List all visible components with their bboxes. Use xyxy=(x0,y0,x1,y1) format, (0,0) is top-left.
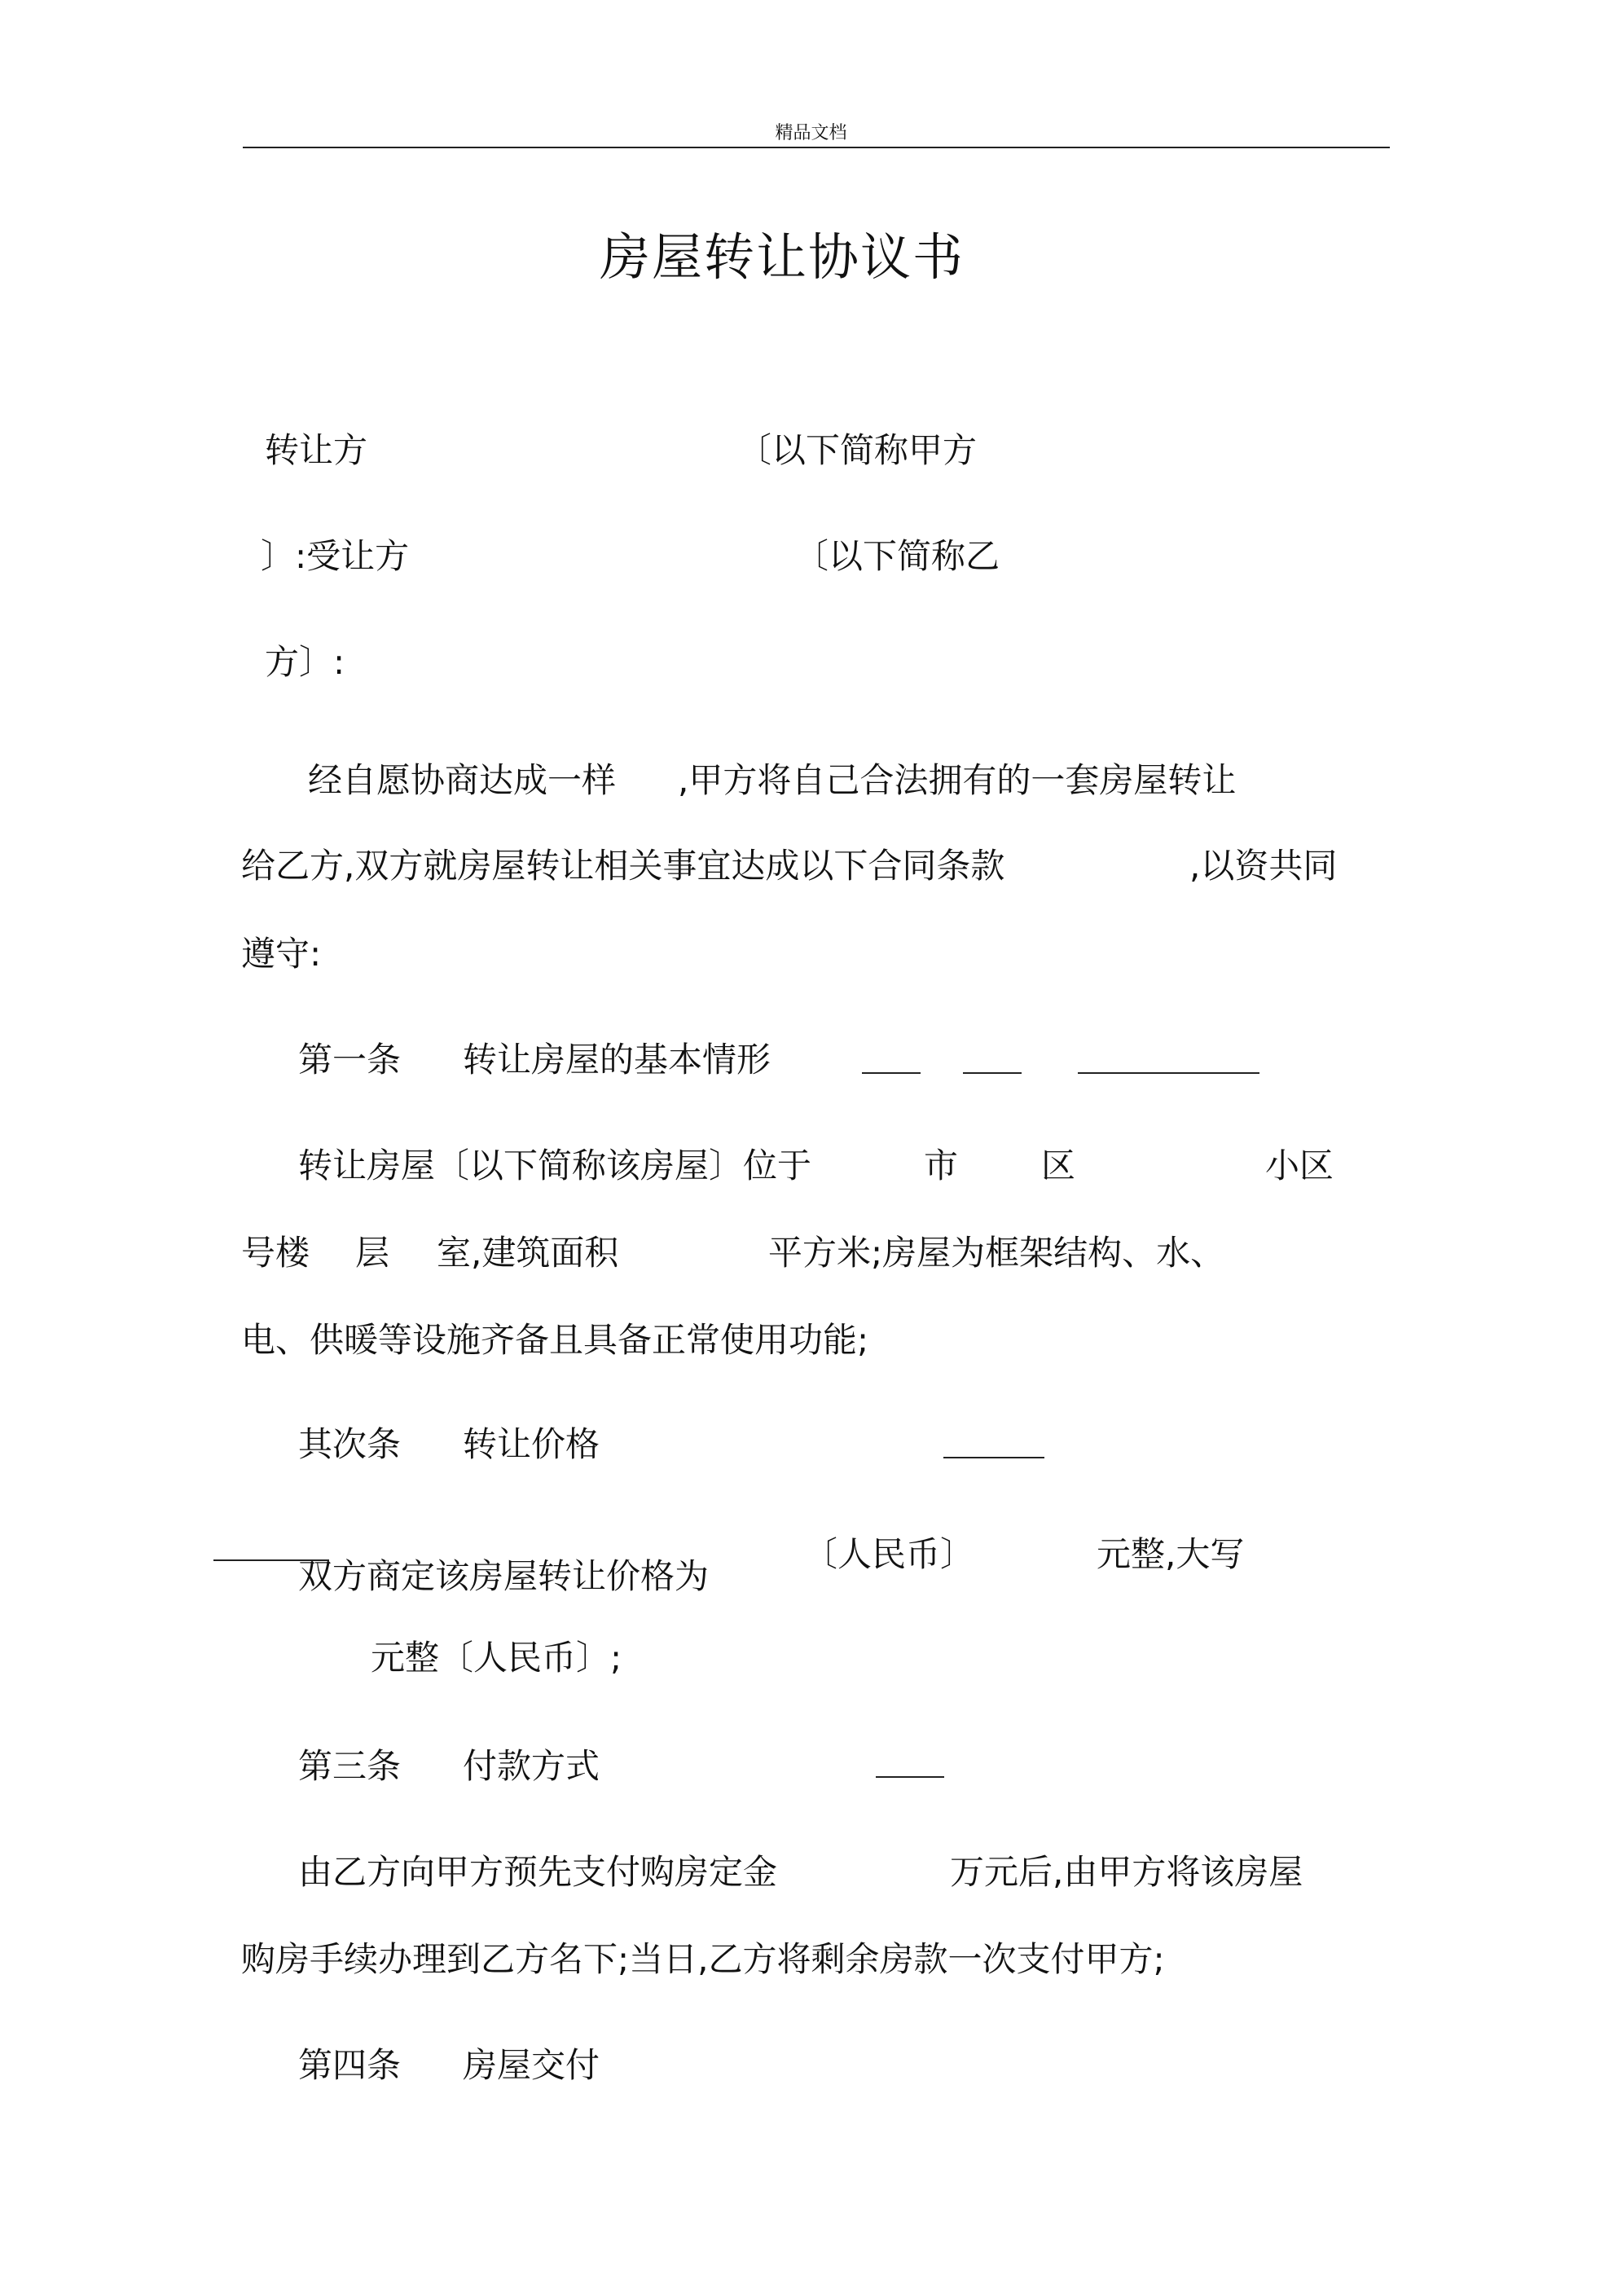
article3-number: 第三条 xyxy=(298,1746,402,1786)
transferee-label: 〕:受让方 xyxy=(261,536,410,576)
article1-number: 第一条 xyxy=(298,1040,402,1080)
article2-amount-caps: 元整,大写 xyxy=(1097,1534,1245,1574)
article2-currency: 〔人民币〕 xyxy=(803,1534,975,1574)
preamble-line1b: ,甲方将自己合法拥有的一套房屋转让 xyxy=(678,760,1237,800)
article1-building: 号楼 xyxy=(241,1233,310,1273)
article3-transfer-text: 万元后,由甲方将该房屋 xyxy=(950,1852,1303,1892)
blank-line xyxy=(963,1072,1022,1074)
article3-deposit-text: 由乙方向甲方预先支付购房定金 xyxy=(298,1852,778,1892)
article4-heading: 房屋交付 xyxy=(463,2045,600,2085)
transferor-label: 转让方 xyxy=(265,430,368,470)
article1-floor: 层 xyxy=(355,1233,390,1273)
article4-number: 第四条 xyxy=(298,2045,402,2085)
transferee-end: 方〕: xyxy=(265,642,345,682)
transferee-note: 〔以下简称乙 xyxy=(794,536,1000,576)
page-header: 精品文档 xyxy=(775,123,847,143)
document-title: 房屋转让协议书 xyxy=(599,227,965,287)
article2-price-text: 双方商定该房屋转让价格为 xyxy=(298,1556,710,1596)
article3-heading: 付款方式 xyxy=(463,1746,600,1786)
transferor-note: 〔以下简称甲方 xyxy=(737,430,978,470)
preamble-line3: 遵守: xyxy=(241,934,322,974)
article3-payment-text: 购房手续办理到乙方名下;当日,乙方将剩余房款一次支付甲方; xyxy=(241,1939,1165,1979)
article1-room: 室,建筑面积 xyxy=(437,1233,619,1273)
article1-location-text: 转让房屋〔以下简称该房屋〕位于 xyxy=(298,1146,812,1185)
article1-community: 小区 xyxy=(1265,1146,1334,1185)
blank-line xyxy=(876,1776,944,1778)
preamble-line2a: 给乙方,双方就房屋转让相关事宜达成以下合同条款 xyxy=(241,846,1005,886)
blank-line xyxy=(1078,1072,1259,1074)
article1-area: 平方米;房屋为框架结构、水、 xyxy=(768,1233,1225,1273)
article1-city: 市 xyxy=(924,1146,959,1185)
header-divider xyxy=(243,147,1390,148)
blank-line xyxy=(943,1457,1044,1458)
article1-heading: 转让房屋的基本情形 xyxy=(463,1040,771,1080)
article1-district: 区 xyxy=(1041,1146,1076,1185)
blank-line xyxy=(862,1072,921,1074)
article1-facilities: 电、供暖等设施齐备且具备正常使用功能; xyxy=(241,1320,869,1360)
article2-heading: 转让价格 xyxy=(463,1424,600,1464)
article2-amount-words: 元整〔人民币〕; xyxy=(371,1638,622,1678)
preamble-line1a: 经自愿协商达成一样 xyxy=(308,760,617,800)
article2-number: 其次条 xyxy=(298,1424,402,1464)
preamble-line2b: ,以资共同 xyxy=(1189,846,1338,886)
